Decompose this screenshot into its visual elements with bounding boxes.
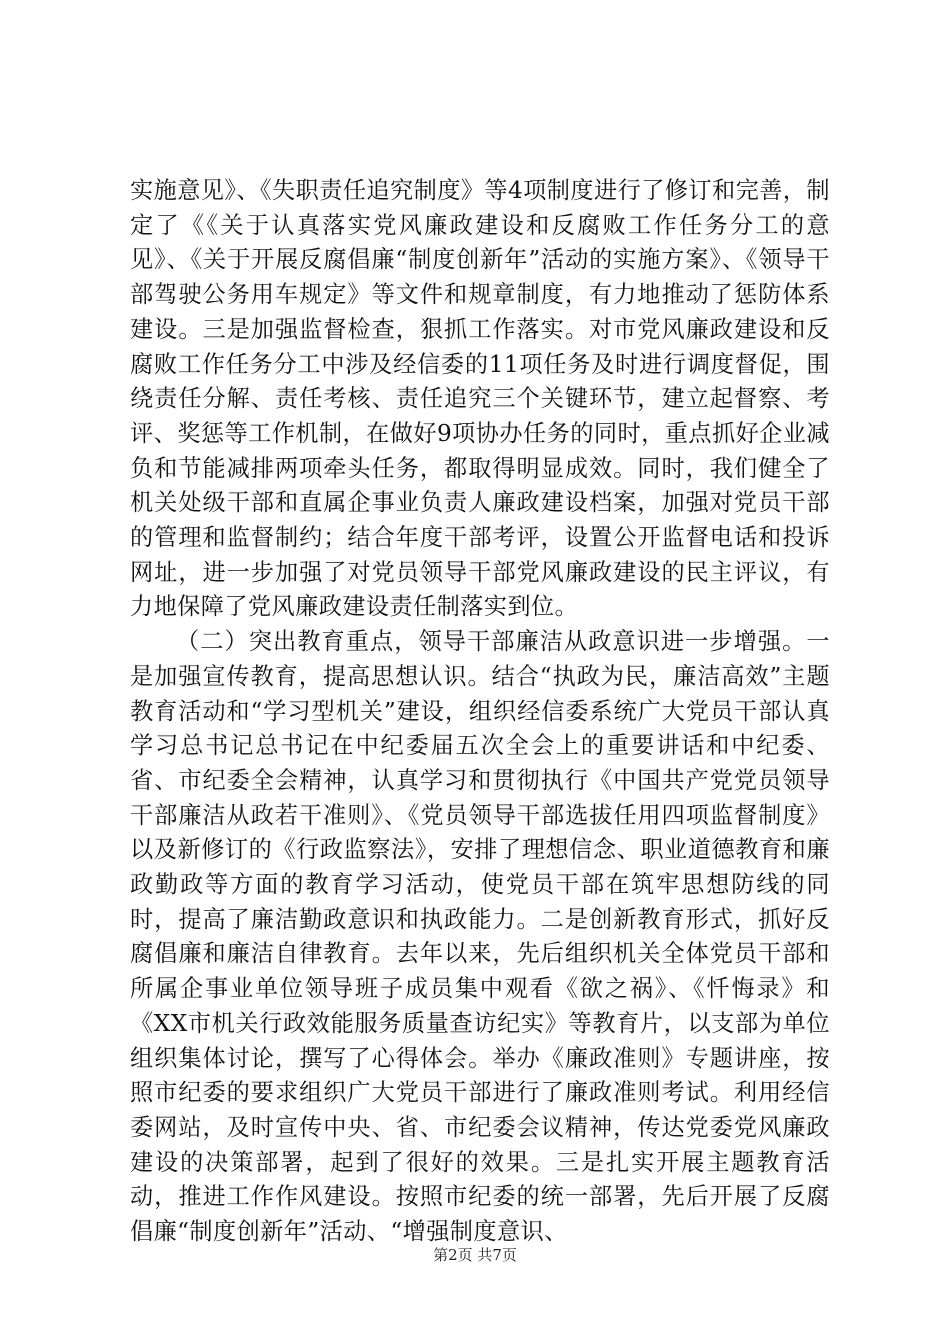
document-body [130, 174, 830, 1250]
page-footer [0, 1245, 950, 1265]
page-number-label: 第2页 共7页 [433, 1246, 517, 1264]
paragraph-continuation: 实施意见》、《失职责任追究制度》等4项制度进行了修订和完善，制定了《《关于认真落实党风廉政建设和反腐败工作任务分工的意见》、《关于开展反腐倡廉“制度创新年”活动的实施方案》、《领导干部驾驶公务用车规定》等文件和规章制度，有力地推动了惩防体系建设。三是加强监督检查，狠抓工作落实。对市党风廉政建设和反腐败工作任务分工中涉及经信委的11项任务及时进行调度督促，围绕责任分解、责任考核、责任追究三个关键环节，建立起督察、考评、奖惩等工作机制，在做好9项协办任务的同时，重点抓好企业减负和节能减排两项牵头任务，都取得明显成效。同时，我们健全了机关处级干部和直属企事业负责人廉政建设档案，加强对党员干部的管理和监督制约；结合年度干部考评，设置公开监督电话和投诉网址，进一步加强了对党员领导干部党风廉政建设的民主评议，有力地保障了党风廉政建设责任制落实到位。 [130, 177, 830, 621]
paragraph-section-two: （二）突出教育重点，领导干部廉洁从政意识进一步增强。一是加强宣传教育，提高思想认识。结合“执政为民，廉洁高效”主题教育活动和“学习型机关”建设，组织经信委系统广大党员干部认真学习总书记总书记在中纪委届五次全会上的重要讲话和中纪委、省、市纪委全会精神，认真学习和贯彻执行《中国共产党党员领导干部廉洁从政若干准则》、《党员领导干部选拔任用四项监督制度》以及新修订的《行政监察法》，安排了理想信念、职业道德教育和廉政勤政等方面的教育学习活动，使党员干部在筑牢思想防线的同时，提高了廉洁勤政意识和执政能力。二是创新教育形式，抓好反腐倡廉和廉洁自律教育。去年以来，先后组织机关全体党员干部和所属企事业单位领导班子成员集中观看《欲之祸》、《忏悔录》和《XX市机关行政效能服务质量查访纪实》等教育片，以支部为单位组织集体讨论，撰写了心得体会。举办《廉政准则》专题讲座，按照市纪委的要求组织广大党员干部进行了廉政准则考试。利用经信委网站，及时宣传中央、省、市纪委会议精神，传达党委党风廉政建设的决策部署，起到了很好的效果。三是扎实开展主题教育活动，推进工作作风建设。按照市纪委的统一部署，先后开展了反腐倡廉“制度创新年”活动、“增强制度意识、 [130, 628, 830, 1246]
